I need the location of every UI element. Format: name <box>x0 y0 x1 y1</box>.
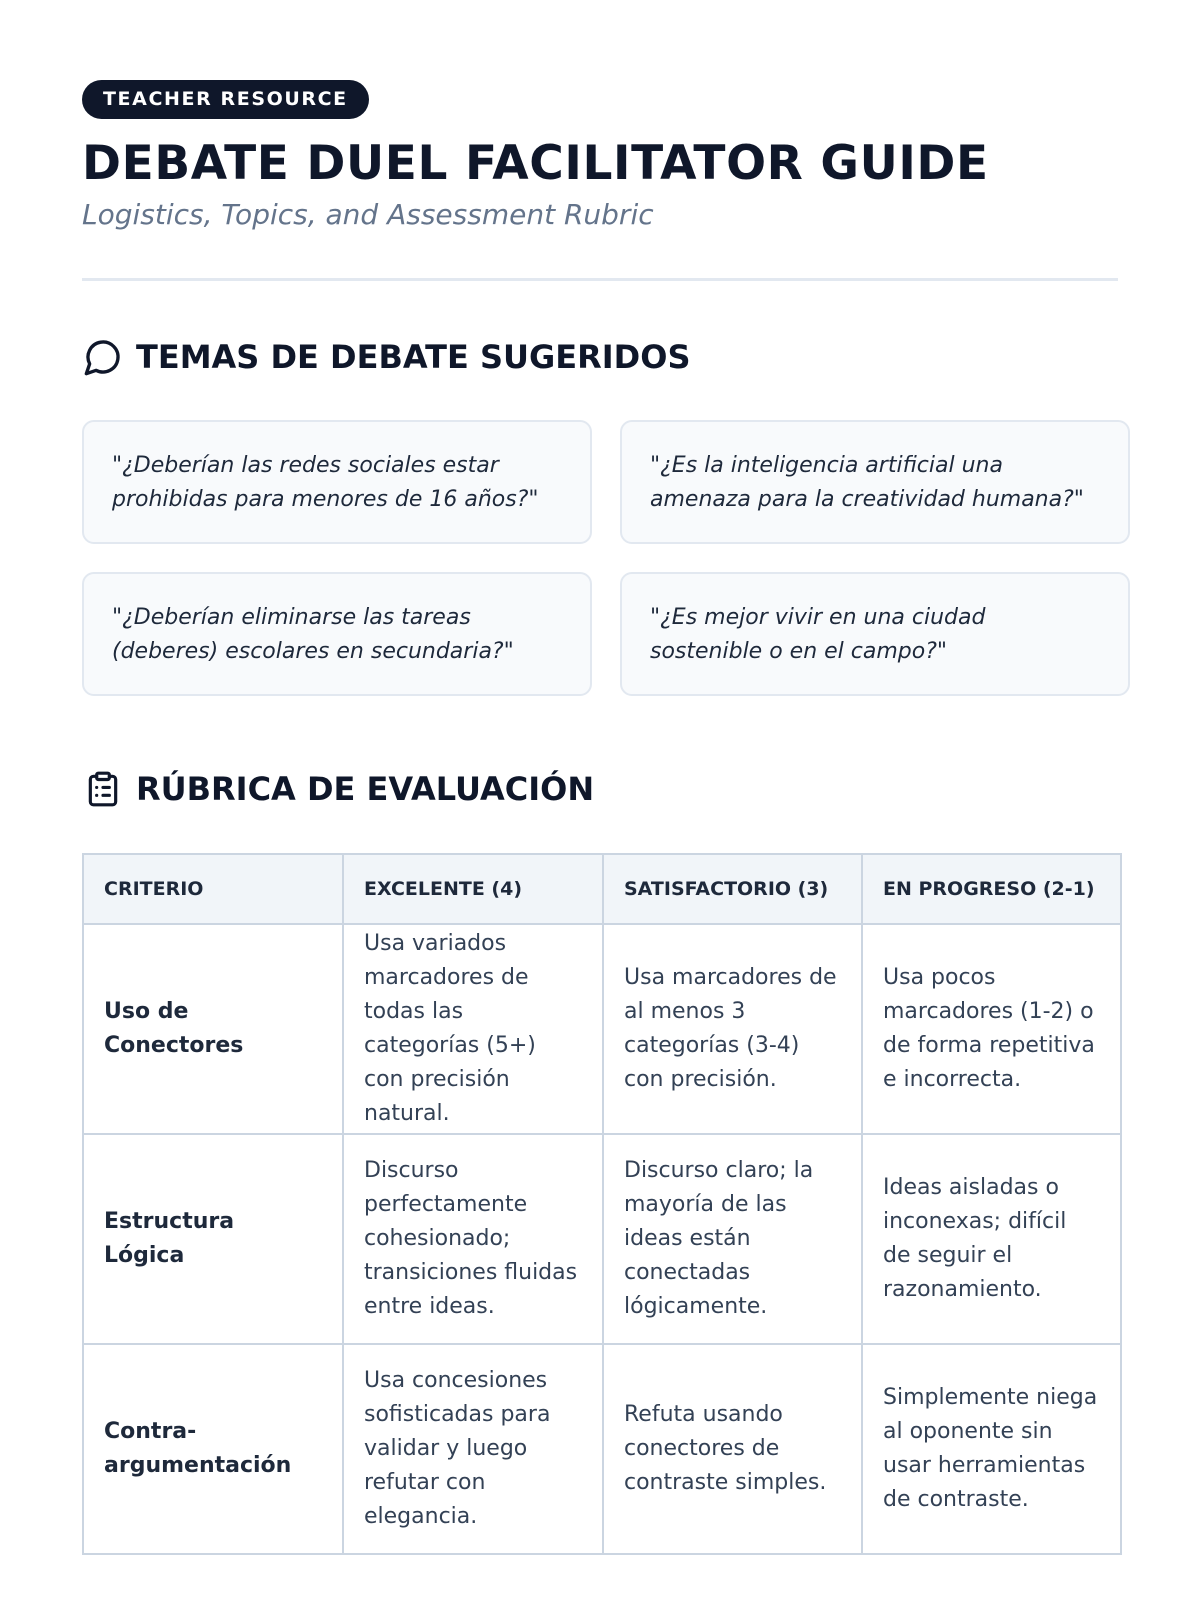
clipboard-icon <box>82 768 124 810</box>
rubric-section-title: RÚBRICA DE EVALUACIÓN <box>136 770 595 808</box>
table-cell: Usa pocos marcadores (1-2) o de forma repetitiva e incorrecta. <box>862 924 1121 1134</box>
topics-section-title: TEMAS DE DEBATE SUGERIDOS <box>136 338 691 376</box>
table-cell: Discurso perfectamente cohesionado; transiciones fluidas entre ideas. <box>343 1134 603 1344</box>
column-header-satisfactorio: SATISFACTORIO (3) <box>603 854 862 924</box>
table-cell: Simplemente niega al oponente sin usar herramientas de contraste. <box>862 1344 1121 1554</box>
teacher-resource-badge: TEACHER RESOURCE <box>82 80 369 119</box>
criterion-cell: Uso de Conectores <box>83 924 343 1134</box>
topics-section-header <box>82 336 1118 378</box>
criterion-cell: Contra-argumentación <box>83 1344 343 1554</box>
column-header-criterio: CRITERIO <box>83 854 343 924</box>
table-cell: Usa variados marcadores de todas las categorías (5+) con precisión natural. <box>343 924 603 1134</box>
table-cell: Refuta usando conectores de contraste simples. <box>603 1344 862 1554</box>
table-row <box>83 924 1121 1134</box>
table-cell: Usa concesiones sofisticadas para validar y luego refutar con elegancia. <box>343 1344 603 1554</box>
table-row <box>83 1344 1121 1554</box>
column-header-excelente: EXCELENTE (4) <box>343 854 603 924</box>
chat-bubble-icon <box>82 336 124 378</box>
table-row <box>83 1134 1121 1344</box>
rubric-section-header <box>82 768 1118 810</box>
column-header-en-progreso: EN PROGRESO (2-1) <box>862 854 1121 924</box>
criterion-cell: Estructura Lógica <box>83 1134 343 1344</box>
table-cell: Usa marcadores de al menos 3 categorías (3-4) con precisión. <box>603 924 862 1134</box>
page-title: DEBATE DUEL FACILITATOR GUIDE <box>82 136 989 191</box>
rubric-header-row <box>83 854 1121 924</box>
page-subtitle: Logistics, Topics, and Assessment Rubric <box>82 198 654 231</box>
topic-card: "¿Deberían eliminarse las tareas (deberes) escolares en secundaria?" <box>82 572 592 696</box>
table-cell: Ideas aisladas o inconexas; difícil de seguir el razonamiento. <box>862 1134 1121 1344</box>
rubric-table <box>82 853 1122 1555</box>
topic-card: "¿Es mejor vivir en una ciudad sostenible o en el campo?" <box>620 572 1130 696</box>
topics-grid <box>82 420 1118 696</box>
header-divider <box>82 278 1118 281</box>
topic-card: "¿Deberían las redes sociales estar prohibidas para menores de 16 años?" <box>82 420 592 544</box>
table-cell: Discurso claro; la mayoría de las ideas están conectadas lógicamente. <box>603 1134 862 1344</box>
topic-card: "¿Es la inteligencia artificial una amenaza para la creatividad humana?" <box>620 420 1130 544</box>
